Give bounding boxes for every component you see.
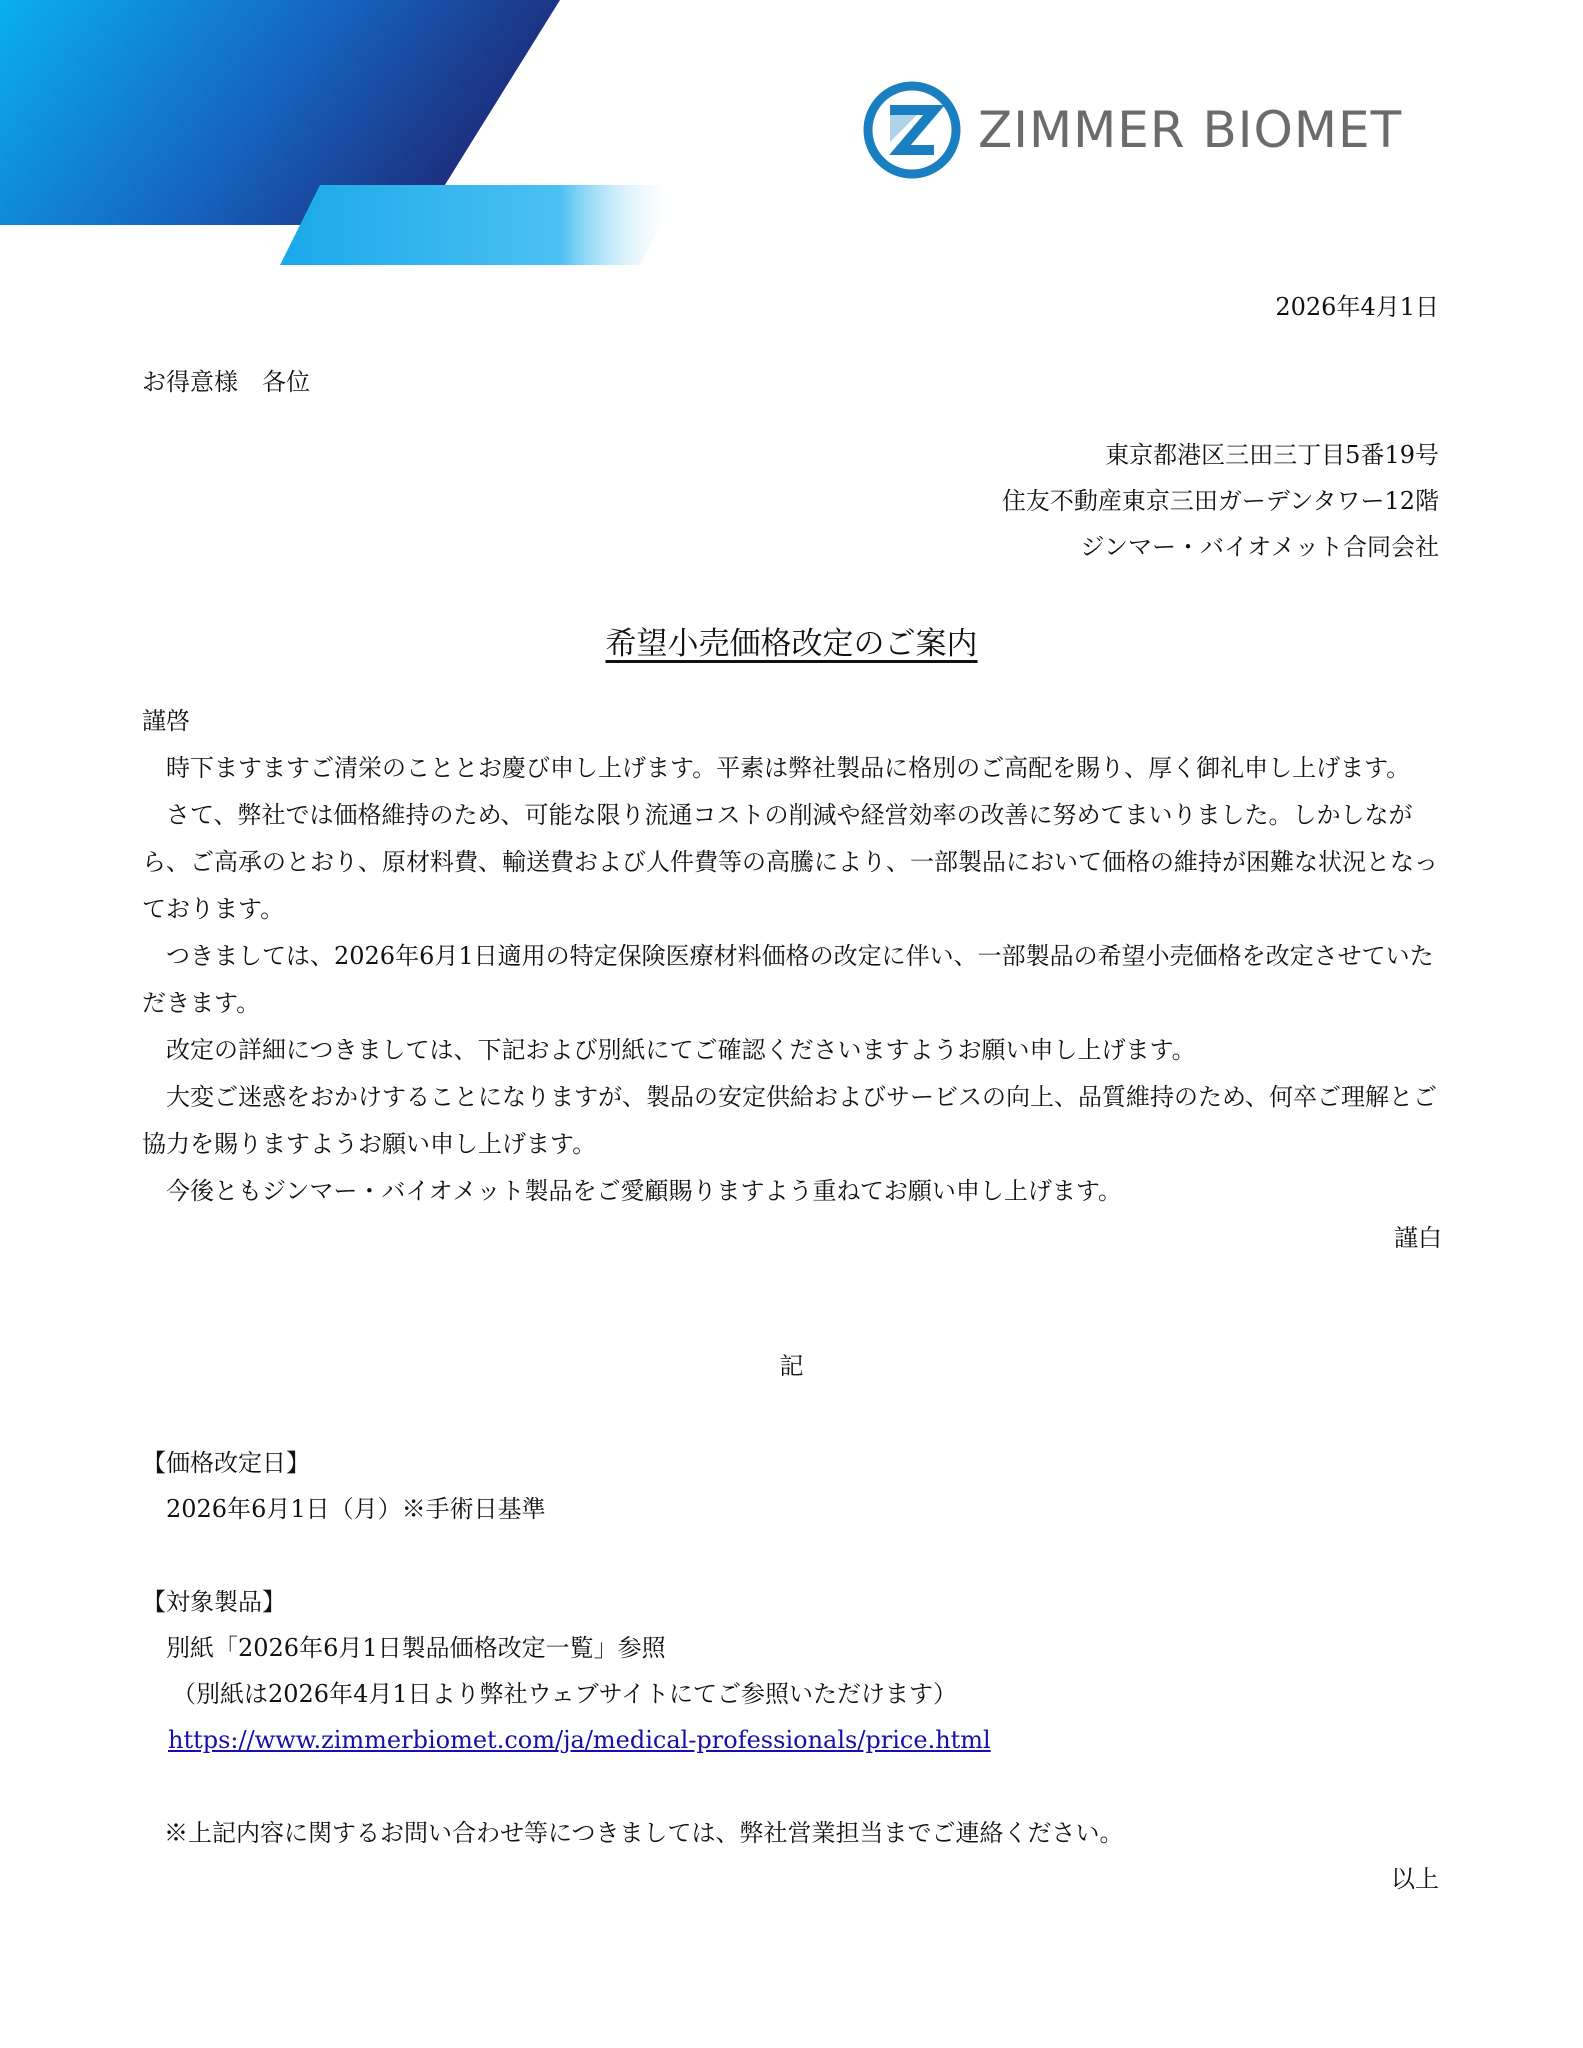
letter-body [142,698,1442,1262]
body-paragraph: 大変ご迷惑をおかけすることになりますが、製品の安定供給およびサービスの向上、品質維持のため、何卒ご理解とご協力を賜りますようお願い申し上げます。 [142,1083,1438,1158]
company-logo [862,80,1402,180]
end-mark: 以上 [1391,1865,1439,1893]
body-paragraph: つきましては、2026年6月1日適用の特定保険医療材料価格の改定に伴い、一部製品の希望小売価格を改定させていただきます。 [142,942,1434,1017]
products-heading: 【対象製品】 [142,1588,286,1616]
closing-salutation: 謹白 [1394,1224,1442,1252]
revision-date-value: 2026年6月1日（月）※手術日基準 [166,1495,546,1523]
revision-date-heading: 【価格改定日】 [142,1449,310,1477]
zimmer-biomet-logo-icon [862,80,962,180]
addressee: お得意様 各位 [142,368,310,396]
opening-salutation: 謹啓 [142,707,190,735]
products-reference: 別紙「2026年6月1日製品価格改定一覧」参照 [166,1634,666,1662]
price-list-link[interactable]: https://www.zimmerbiomet.com/ja/medical-professionals/price.html [168,1726,991,1754]
inquiry-note: ※上記内容に関するお問い合わせ等につきましては、弊社営業担当までご連絡ください。 [164,1819,1124,1847]
logo-wordmark: ZIMMER BIOMET [978,101,1403,159]
letter-date: 2026年4月1日 [1275,293,1439,321]
sender-company: ジンマー・バイオメット合同会社 [1080,533,1439,561]
sender-address-line2: 住友不動産東京三田ガーデンタワー12階 [1001,487,1439,515]
sender-address-line1: 東京都港区三田三丁目5番19号 [1105,441,1439,469]
header-banner-graphic [0,0,680,270]
body-paragraph: 改定の詳細につきましては、下記および別紙にてご確認くださいますようお願い申し上げます。 [166,1036,1196,1064]
body-paragraph: 今後ともジンマー・バイオメット製品をご愛顧賜りますよう重ねてお願い申し上げます。 [166,1177,1122,1205]
body-paragraph: 時下ますますご清栄のこととお慶び申し上げます。平素は弊社製品に格別のご高配を賜り、厚く御礼申し上げます。 [166,754,1411,782]
ki-heading: 記 [779,1352,804,1380]
products-availability-note: （別紙は2026年4月1日より弊社ウェブサイトにてご参照いただけます） [172,1680,957,1708]
body-paragraph: さて、弊社では価格維持のため、可能な限り流通コストの削減や経営効率の改善に努めてまいりました。しかしながら、ご高承のとおり、原材料費、輸送費および人件費等の高騰により、一部製品において価格の維持が困難な状況となっております。 [142,801,1438,923]
document-title: 希望小売価格改定のご案内 [605,626,978,662]
